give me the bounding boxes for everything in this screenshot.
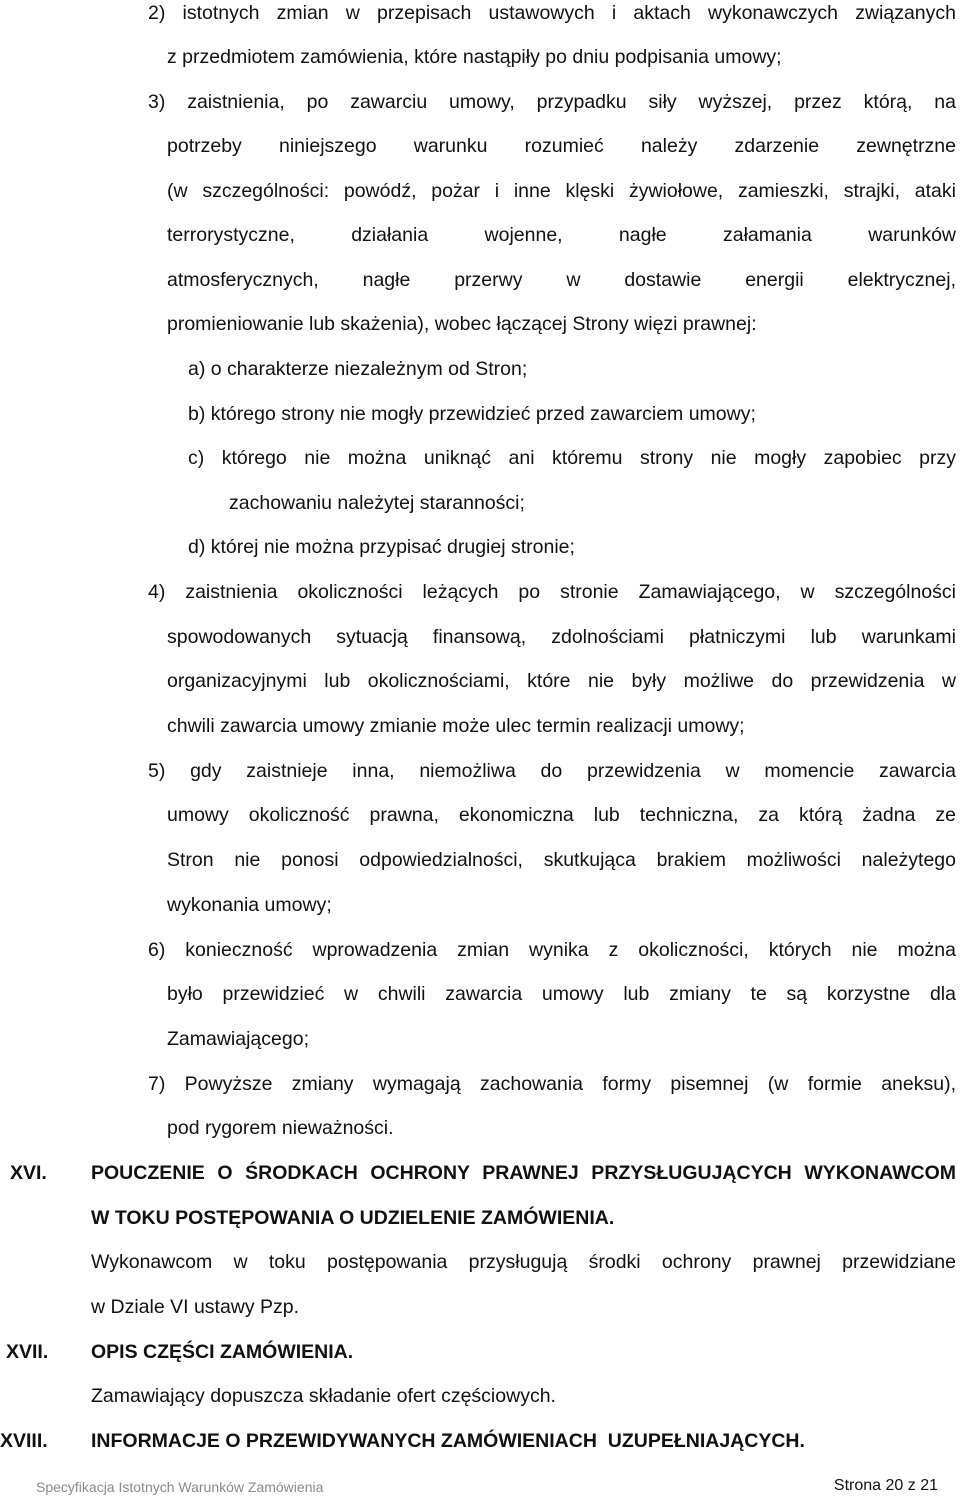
section-xvii-text: Zamawiający dopuszcza składanie ofert częściowych. [91, 1385, 556, 1407]
section-xvi-heading-line-2: W TOKU POSTĘPOWANIA O UDZIELENIE ZAMÓWIENIA. [91, 1207, 615, 1229]
footer-document-name: Specyfikacja Istotnych Warunków Zamówienia [36, 1479, 324, 1495]
item-5-line-3: Stron nie ponosi odpowiedzialności, skutkująca brakiem możliwości należytego [167, 849, 956, 871]
item-3c-line-1: c) którego nie można uniknąć ani któremu strony nie mogły zapobiec przy [188, 447, 956, 469]
item-3-line-5: atmosferycznych, nagłe przerwy w dostawie energii elektrycznej, [167, 269, 956, 291]
item-2-line-2: z przedmiotem zamówienia, które nastąpiły po dniu podpisania umowy; [167, 46, 782, 68]
item-3d: d) której nie można przypisać drugiej stronie; [188, 536, 575, 558]
item-3-line-6: promieniowanie lub skażenia), wobec łączącej Strony więzi prawnej: [167, 313, 757, 335]
item-4-line-1: 4) zaistnienia okoliczności leżących po stronie Zamawiającego, w szczególności [148, 581, 956, 603]
section-xvi-text-line-1: Wykonawcom w toku postępowania przysługują środki ochrony prawnej przewidziane [91, 1251, 956, 1273]
item-3a: a) o charakterze niezależnym od Stron; [188, 358, 528, 380]
item-7-line-2: pod rygorem nieważności. [167, 1117, 394, 1139]
item-3-line-4: terrorystyczne, działania wojenne, nagłe załamania warunków [167, 224, 956, 246]
item-6-line-3: Zamawiającego; [167, 1028, 309, 1050]
item-3-line-3: (w szczególności: powódź, pożar i inne klęski żywiołowe, zamieszki, strajki, ataki [167, 180, 956, 202]
item-3b: b) którego strony nie mogły przewidzieć przed zawarciem umowy; [188, 403, 756, 425]
section-xvii-number: XVII. [6, 1341, 49, 1363]
item-7-line-1: 7) Powyższe zmiany wymagają zachowania formy pisemnej (w formie aneksu), [148, 1073, 956, 1095]
section-xvii-heading: OPIS CZĘŚCI ZAMÓWIENIA. [91, 1341, 354, 1363]
section-xvi-number: XVI. [10, 1162, 47, 1184]
item-5-line-4: wykonania umowy; [167, 894, 332, 916]
item-2-line-1: 2) istotnych zmian w przepisach ustawowych i aktach wykonawczych związanych [148, 2, 956, 24]
item-6-line-2: było przewidzieć w chwili zawarcia umowy lub zmiany te są korzystne dla [167, 983, 956, 1005]
item-6-line-1: 6) konieczność wprowadzenia zmian wynika z okoliczności, których nie można [148, 939, 956, 961]
section-xviii-number: XVIII. [0, 1430, 48, 1452]
item-4-line-2: spowodowanych sytuacją finansową, zdolnościami płatniczymi lub warunkami [167, 626, 956, 648]
item-5-line-1: 5) gdy zaistnieje inna, niemożliwa do przewidzenia w momencie zawarcia [148, 760, 956, 782]
item-3-line-1: 3) zaistnienia, po zawarciu umowy, przypadku siły wyższej, przez którą, na [148, 91, 956, 113]
item-5-line-2: umowy okoliczność prawna, ekonomiczna lub techniczna, za którą żadna ze [167, 804, 956, 826]
footer-page-number: Strona 20 z 21 [833, 1477, 938, 1494]
item-3-line-2: potrzeby niniejszego warunku rozumieć należy zdarzenie zewnętrzne [167, 135, 956, 157]
section-xvi-heading-line-1: POUCZENIE O ŚRODKACH OCHRONY PRAWNEJ PRZYSŁUGUJĄCYCH WYKONAWCOM [91, 1162, 956, 1184]
section-xvi-text-line-2: w Dziale VI ustawy Pzp. [91, 1296, 300, 1318]
item-4-line-3: organizacyjnymi lub okolicznościami, które nie były możliwe do przewidzenia w [167, 670, 956, 692]
section-xviii-heading: INFORMACJE O PRZEWIDYWANYCH ZAMÓWIENIACH UZUPEŁNIAJĄCYCH. [91, 1430, 805, 1452]
item-3c-line-2: zachowaniu należytej staranności; [229, 492, 525, 514]
item-4-line-4: chwili zawarcia umowy zmianie może ulec termin realizacji umowy; [167, 715, 745, 737]
